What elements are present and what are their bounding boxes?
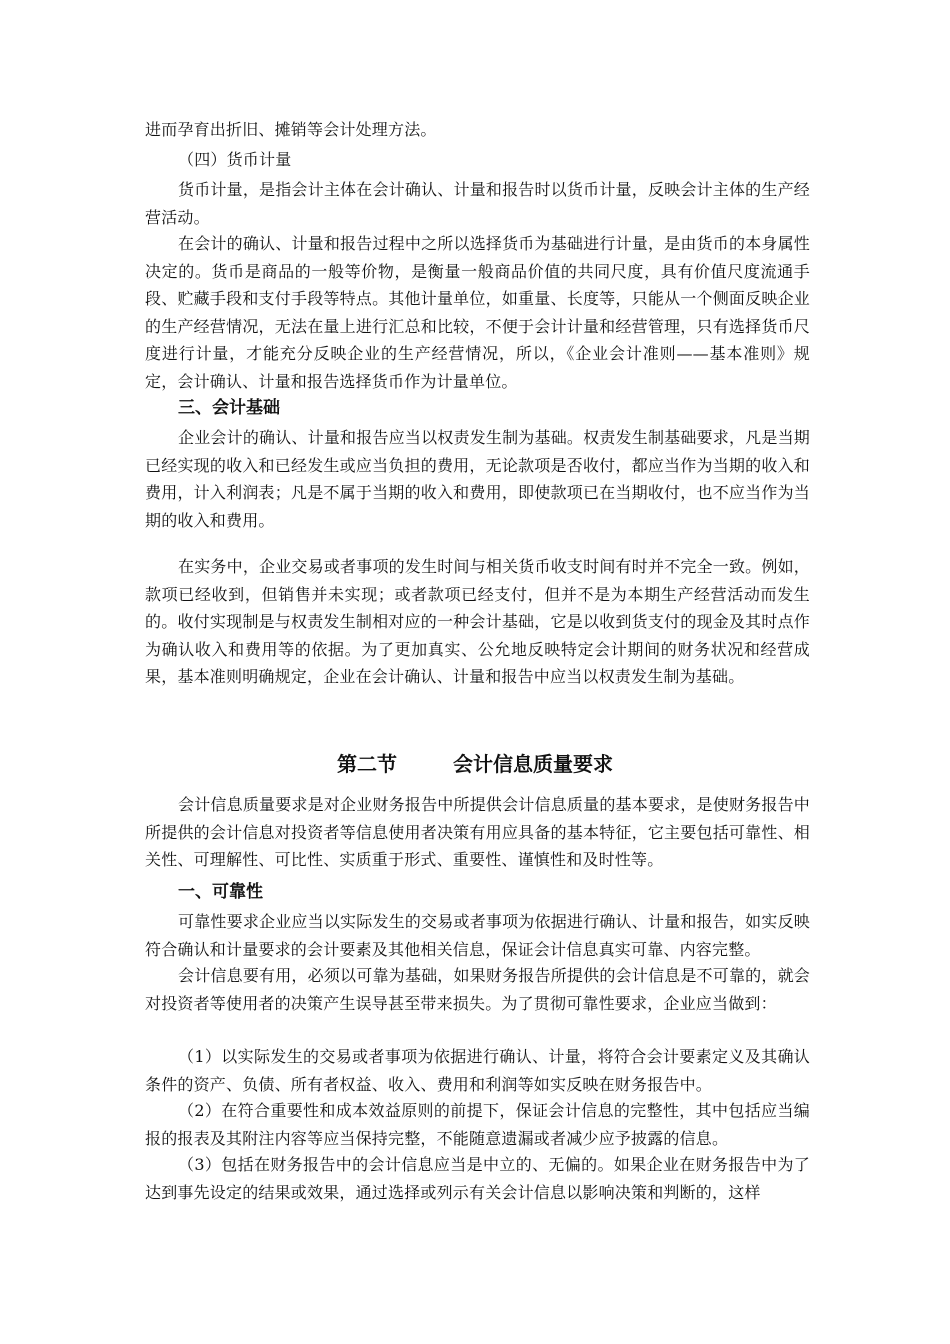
paragraph-monetary-reason: 在会计的确认、计量和报告过程中之所以选择货币为基础进行计量，是由货币的本身属性决定的。货币是商品的一般等价物，是衡量一般商品价值的共同尺度，具有价值尺度流通手段、贮藏手段和支付手段等特点。其他计量单位，如重量、长度等，只能从一个侧面反映企业的生产经营情况，无法在量上进行汇总和比较，不便于会计计量和经营管理，只有选择货币尺度进行计量，才能充分反映企业的生产经营情况，所以，《企业会计准则——基本准则》规定，会计确认、计量和报告选择货币作为计量单位。 bbox=[145, 234, 810, 391]
paragraph-monetary-definition: 货币计量，是指会计主体在会计确认、计量和报告时以货币计量，反映会计主体的生产经营活动。 bbox=[145, 180, 810, 227]
section-title bbox=[0, 748, 950, 777]
paragraph-quality-intro: 会计信息质量要求是对企业财务报告中所提供会计信息质量的基本要求，是使财务报告中所提供的会计信息对投资者等信息使用者决策有用应具备的基本特征，它主要包括可靠性、相关性、可理解性、可比性、实质重于形式、重要性、谨慎性和及时性等。 bbox=[145, 795, 810, 869]
paragraph-cash-basis: 在实务中，企业交易或者事项的发生时间与相关货币收支时间有时并不完全一致。例如，款项已经收到，但销售并未实现；或者款项已经支付，但并不是为本期生产经营活动而发生的。收付实现制是与权责发生制相对应的一种会计基础，它是以收到货支付的现金及其时点作为确认收入和费用等的依据。为了更加真实、公允地反映特定会计期间的财务状况和经营成果，基本准则明确规定，企业在会计确认、计量和报告中应当以权责发生制为基础。 bbox=[145, 557, 810, 686]
paragraph-accrual-basis: 企业会计的确认、计量和报告应当以权责发生制为基础。权责发生制基础要求，凡是当期已经实现的收入和已经发生或应当负担的费用，无论款项是否收付，都应当作为当期的收入和费用，计入利润表；凡是不属于当期的收入和费用，即使款项已在当期收付，也不应当作为当期的收入和费用。 bbox=[145, 428, 810, 530]
list-item-3: （3）包括在财务报告中的会计信息应当是中立的、无偏的。如果企业在财务报告中为了达到事先设定的结果或效果，通过选择或列示有关会计信息以影响决策和判断的，这样 bbox=[145, 1155, 810, 1202]
section-number: 第二节 bbox=[337, 752, 397, 776]
paragraph-reliability-definition: 可靠性要求企业应当以实际发生的交易或者事项为依据进行确认、计量和报告，如实反映符合确认和计量要求的会计要素及其他相关信息，保证会计信息真实可靠、内容完整。 bbox=[145, 912, 810, 959]
heading-reliability: 一、可靠性 bbox=[178, 882, 263, 902]
paragraph-reliability-requirement: 会计信息要有用，必须以可靠为基础，如果财务报告所提供的会计信息是不可靠的，就会对投资者等使用者的决策产生误导甚至带来损失。为了贯彻可靠性要求，企业应当做到： bbox=[145, 966, 810, 1013]
heading-accounting-basis: 三、会计基础 bbox=[178, 398, 280, 418]
list-item-1: （1）以实际发生的交易或者事项为依据进行确认、计量，将符合会计要素定义及其确认条件的资产、负债、所有者权益、收入、费用和利润等如实反映在财务报告中。 bbox=[145, 1047, 810, 1094]
paragraph-continuation: 进而孕育出折旧、摊销等会计处理方法。 bbox=[145, 120, 437, 139]
section-name: 会计信息质量要求 bbox=[453, 752, 613, 776]
list-item-2: （2）在符合重要性和成本效益原则的前提下，保证会计信息的完整性，其中包括应当编报的报表及其附注内容等应当保持完整，不能随意遗漏或者减少应予披露的信息。 bbox=[145, 1101, 810, 1148]
subheading-monetary-measurement: （四）货币计量 bbox=[178, 150, 292, 169]
